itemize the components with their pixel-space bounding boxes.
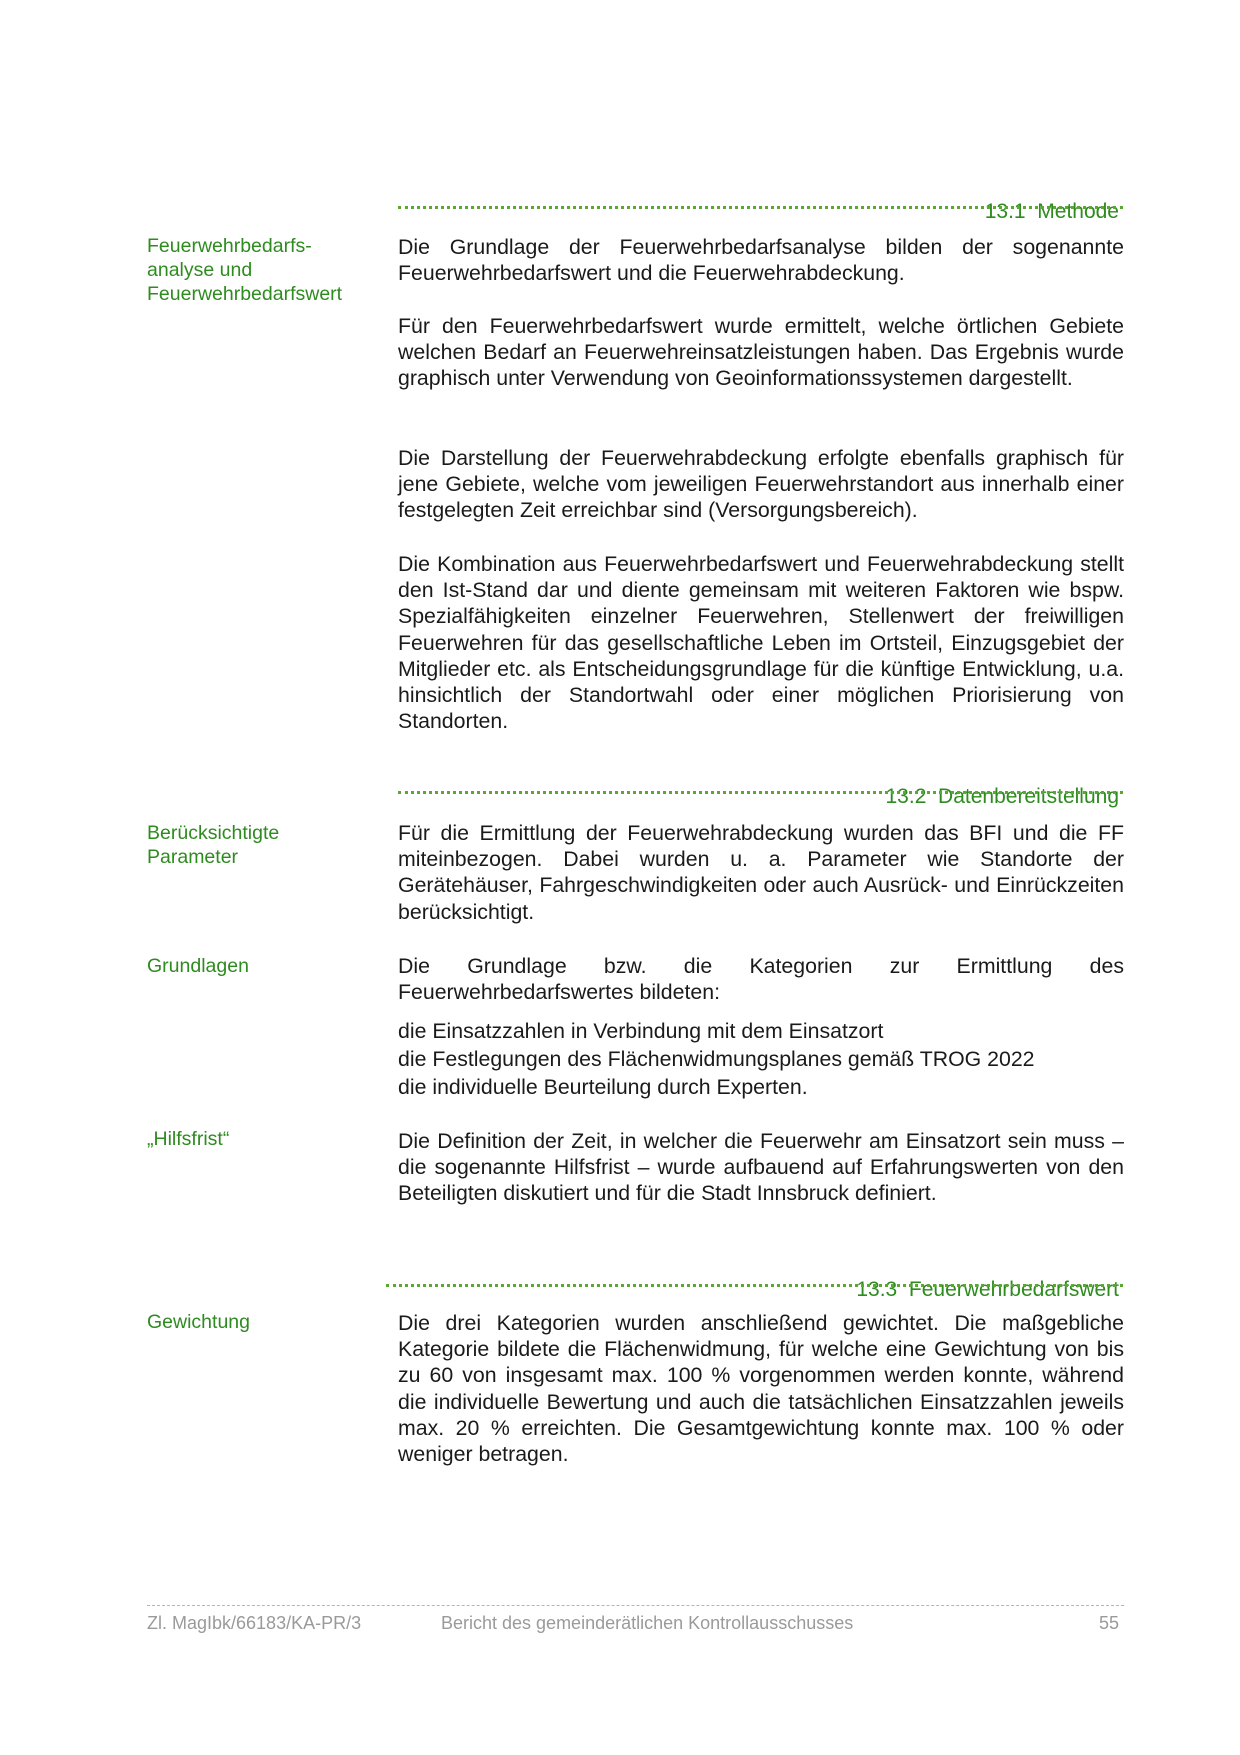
section-title: Datenbereitstellung [938,785,1119,808]
margin-note-line: Feuerwehrbedarfswert [147,283,343,305]
section-divider [386,1284,1123,1287]
section-number: 13.2 [885,785,927,808]
margin-note-line: Feuerwehrbedarfs- [147,235,312,257]
paragraph-6 [398,953,1124,1005]
paragraph-4 [398,551,1124,734]
list-item: die Festlegungen des Flächenwidmungsplanes gemäß TROG 2022 [398,1047,1035,1071]
margin-note-grundlagen [147,954,377,978]
paragraph-text: Die Grundlage der Feuerwehrbedarfsanalyse bilden der sogenannte Feuerwehrbedarfswert und die Feuerwehrabdeckung. [398,235,1124,286]
section-divider [398,791,1123,794]
list-item: die individuelle Beurteilung durch Experten. [398,1075,808,1099]
margin-note-line: analyse und [147,259,253,281]
margin-note-line: Gewichtung [147,1311,250,1333]
section-title: Methode [1037,200,1119,223]
paragraph-1 [398,234,1124,286]
paragraph-3 [398,445,1124,524]
paragraph-text: Die Definition der Zeit, in welcher die Feuerwehr am Einsatzort sein muss – die sogenannte Hilfsfrist – wurde aufbauend auf Erfahrungswerten von den Beteiligten diskutiert und für die Stadt Innsbruck definiert. [398,1129,1124,1206]
paragraph-text: Die Kombination aus Feuerwehrbedarfswert und Feuerwehrabdeckung stellt den Ist-Stand dar und diente gemeinsam mit weiteren Faktoren wie bspw. Spezialfähigkeiten einzelner Feuerwehren, Stellenwert der freiwilligen Feuerwehren für das gesellschaftliche Leben im Ortsteil, Einzugsgebiet der Mitglieder etc. als Entscheidungsgrundlage für die künftige Entwicklung, u.a. hinsichtlich der Standortwahl oder einer möglichen Priorisierung von Standorten. [398,552,1124,734]
list-item: die Einsatzzahlen in Verbindung mit dem Einsatzort [398,1019,884,1043]
criteria-list [398,1017,1124,1101]
paragraph-text: Für die Ermittlung der Feuerwehrabdeckung wurden das BFI und die FF miteinbezogen. Dabei wurden u. a. Parameter wie Standorte der Gerätehäuser, Fahrgeschwindigkeiten oder auch Ausrück- und Einrückzeiten berücksichtigt. [398,821,1124,924]
margin-note-line: „Hilfsfrist“ [147,1128,230,1150]
paragraph-5 [398,820,1124,925]
section-title: Feuerwehrbedarfswert [908,1278,1119,1301]
margin-note-line: Parameter [147,846,239,868]
margin-note-analyse [147,234,377,306]
section-number: 13.3 [856,1278,898,1301]
footer-reference: Zl. MagIbk/66183/KA-PR/3 [147,1613,362,1633]
paragraph-text: Die Grundlage bzw. die Kategorien zur Ermittlung des Feuerwehrbedarfswertes bildeten: [398,954,1124,1005]
section-number: 13.1 [984,200,1026,223]
margin-note-line: Grundlagen [147,955,249,977]
paragraph-text: Für den Feuerwehrbedarfswert wurde ermittelt, welche örtlichen Gebiete welchen Bedarf an Feuerwehreinsatzleistungen haben. Das Ergebnis wurde graphisch unter Verwendung von Geoinformationssystemen dargestellt. [398,314,1124,391]
page-number: 55 [1098,1613,1119,1633]
footer-report-title: Bericht des gemeinderätlichen Kontrollausschusses [441,1613,854,1633]
paragraph-text: Die drei Kategorien wurden anschließend gewichtet. Die maßgebliche Kategorie bildete die Flächenwidmung, für welche eine Gewichtung von bis zu 60 von insgesamt max. 100 % vorgenommen werden konnte, während die individuelle Bewertung und auch die tatsächlichen Einsatzzahlen jeweils max. 20 % erreichten. Die Gesamtgewichtung konnte max. 100 % oder weniger betragen. [398,1311,1124,1467]
margin-note-hilfsfrist [147,1127,377,1151]
margin-note-line: Berücksichtigte [147,822,280,844]
paragraph-8 [398,1310,1124,1467]
paragraph-text: Die Darstellung der Feuerwehrabdeckung erfolgte ebenfalls graphisch für jene Gebiete, welche vom jeweiligen Feuerwehrstandort aus innerhalb einer festgelegten Zeit erreichbar sind (Versorgungsbereich). [398,446,1124,523]
margin-note-parameter [147,821,377,869]
paragraph-7 [398,1128,1124,1207]
margin-note-gewichtung [147,1310,377,1334]
section-divider [398,206,1123,209]
paragraph-2 [398,313,1124,392]
footer-divider [147,1605,1124,1606]
